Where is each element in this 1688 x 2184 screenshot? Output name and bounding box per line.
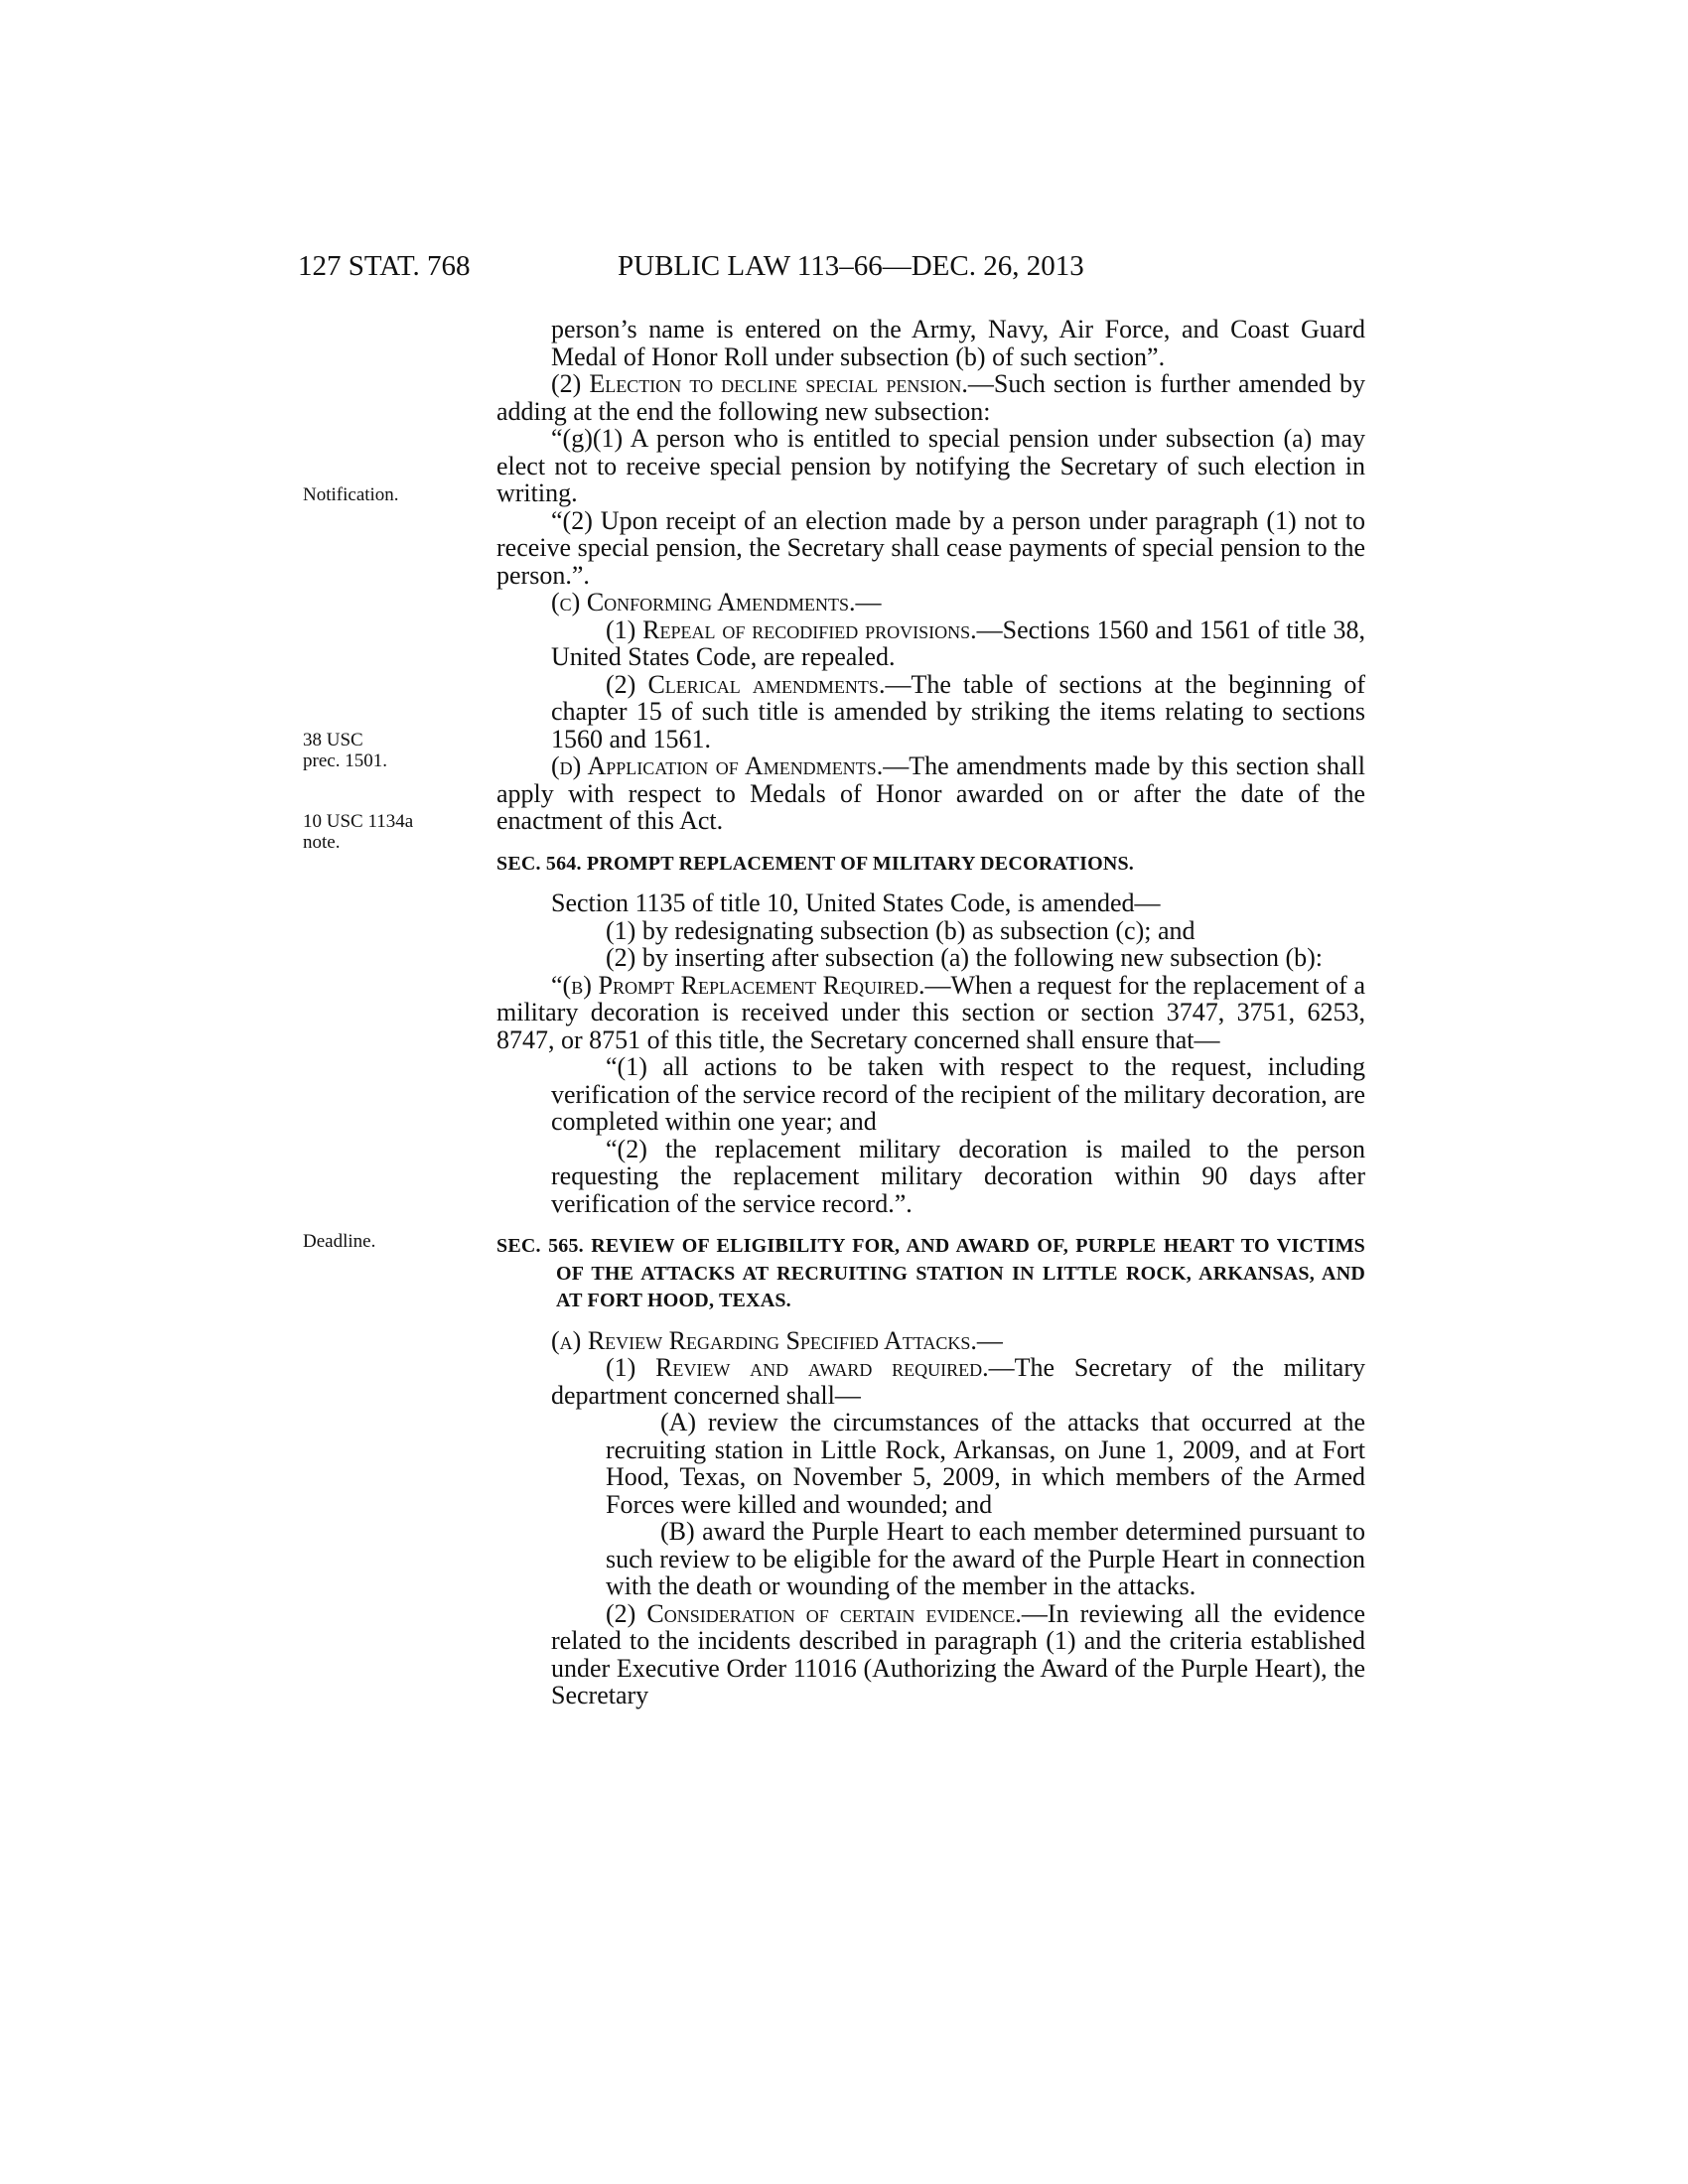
page-header bbox=[298, 250, 1365, 290]
paragraph-continuation: person’s name is entered on the Army, Navy, Air Force, and Coast Guard Medal of Honor Roll under subsection (b) of such section”. bbox=[551, 315, 1365, 371]
margin-note-38-usc bbox=[303, 730, 387, 771]
paragraph-consideration bbox=[496, 1600, 1365, 1709]
statute-body bbox=[496, 316, 1365, 1709]
section-564-heading: SEC. 564. PROMPT REPLACEMENT OF MILITARY DECORATIONS. bbox=[496, 852, 1134, 875]
text-review-specified: — bbox=[976, 1325, 1003, 1355]
heading-prompt-replacement: “(b) Prompt Replacement Required. bbox=[551, 970, 925, 1000]
text-election-decline: —Such section is further amended by adding at the end the following new subsection: bbox=[496, 369, 1365, 426]
heading-clerical: (2) Clerical amendments. bbox=[606, 669, 886, 699]
heading-election-decline: (2) Election to decline special pension. bbox=[551, 369, 968, 398]
paragraph-conforming-amendments bbox=[496, 589, 1365, 616]
paragraph-inserting: (2) by inserting after subsection (a) the following new subsection (b): bbox=[606, 943, 1324, 972]
heading-review-specified: (a) Review Regarding Specified Attacks. bbox=[551, 1325, 977, 1355]
paragraph-prompt-replacement bbox=[496, 972, 1365, 1054]
paragraph-repeal bbox=[496, 616, 1365, 671]
text-clerical: —The table of sections at the beginning of chapter 15 of such title is amended by striking the items relating to sections 1560 and 1561. bbox=[551, 669, 1366, 753]
margin-note-deadline: Deadline. bbox=[303, 1231, 376, 1252]
text-conforming-amendments: — bbox=[855, 588, 882, 616]
margin-note-10-usc bbox=[303, 811, 413, 853]
paragraph-election-decline bbox=[496, 370, 1365, 425]
page-number: 127 STAT. 768 bbox=[298, 250, 471, 282]
running-title: PUBLIC LAW 113–66—DEC. 26, 2013 bbox=[618, 250, 1084, 282]
heading-consideration: (2) Consideration of certain evidence. bbox=[606, 1598, 1022, 1628]
text-consideration: —In reviewing all the evidence related to the incidents described in paragraph (1) and the criteria established under Executive Order 11016 (Authorizing the Award of the Purple Heart), the Secretary bbox=[551, 1598, 1365, 1709]
margin-note-10-usc-line2: note. bbox=[303, 832, 341, 853]
heading-application: (d) Application of Amendments. bbox=[551, 751, 884, 780]
paragraph-g2: “(2) Upon receipt of an election made by a person under paragraph (1) not to receive special pension, the Secretary shall cease payments of special pension to the person.”. bbox=[496, 505, 1365, 590]
text-review-award: —The Secretary of the military department concerned shall— bbox=[551, 1353, 1365, 1410]
paragraph-review-specified bbox=[496, 1327, 1365, 1355]
heading-repeal: (1) Repeal of recodified provisions. bbox=[606, 614, 977, 644]
paragraph-redesignating: (1) by redesignating subsection (b) as subsection (c); and bbox=[606, 915, 1196, 945]
text-prompt-replacement: —When a request for the replacement of a military decoration is received under this section or section 3747, 3751, 6253, 8747, or 8751 of this title, the Secretary concerned shall ensure that— bbox=[496, 970, 1365, 1054]
paragraph-application bbox=[496, 752, 1365, 835]
margin-note-notification: Notification. bbox=[303, 484, 399, 505]
margin-note-38-usc-line1: 38 USC bbox=[303, 730, 363, 751]
margin-note-10-usc-line1: 10 USC 1134a bbox=[303, 811, 414, 832]
text-application: —The amendments made by this section shall apply with respect to Medals of Honor awarded on or after the date of the enactment of this Act. bbox=[496, 751, 1365, 835]
paragraph-section-1135: Section 1135 of title 10, United States Code, is amended— bbox=[551, 888, 1161, 917]
heading-conforming-amendments: (c) Conforming Amendments. bbox=[551, 588, 856, 616]
paragraph-review-circumstances: (A) review the circumstances of the attacks that occurred at the recruiting station in Little Rock, Arkansas, on June 1, 2009, and at Fort Hood, Texas, on November 5, 2009, in which members of the Armed Forces were killed and wounded; and bbox=[606, 1408, 1365, 1519]
margin-note-38-usc-line2: prec. 1501. bbox=[303, 751, 387, 771]
paragraph-award-purple-heart: (B) award the Purple Heart to each member determined pursuant to such review to be eligible for the award of the Purple Heart in connection with the death or wounding of the member in the attacks. bbox=[606, 1517, 1365, 1600]
paragraph-mailed: “(2) the replacement military decoration is mailed to the person requesting the replacement military decoration within 90 days after verification of the service record.”. bbox=[551, 1134, 1365, 1218]
heading-review-award: (1) Review and award required. bbox=[606, 1353, 989, 1382]
paragraph-clerical bbox=[496, 671, 1365, 753]
section-565-heading: SEC. 565. REVIEW OF ELIGIBILITY FOR, AND AWARD OF, PURPLE HEART TO VICTIMS OF THE ATTACKS AT RECRUITING STATION IN LITTLE ROCK, ARKANSAS, AND AT FORT HOOD, TEXAS. bbox=[496, 1235, 1365, 1311]
text-repeal: —Sections 1560 and 1561 of title 38, United States Code, are repealed. bbox=[551, 614, 1365, 671]
paragraph-g1: “(g)(1) A person who is entitled to special pension under subsection (a) may elect not to receive special pension by notifying the Secretary of such election in writing. bbox=[496, 424, 1365, 507]
paragraph-review-award bbox=[496, 1354, 1365, 1409]
paragraph-actions: “(1) all actions to be taken with respect to the request, including verification of the service record of the recipient of the military decoration, are completed within one year; and bbox=[551, 1052, 1365, 1136]
